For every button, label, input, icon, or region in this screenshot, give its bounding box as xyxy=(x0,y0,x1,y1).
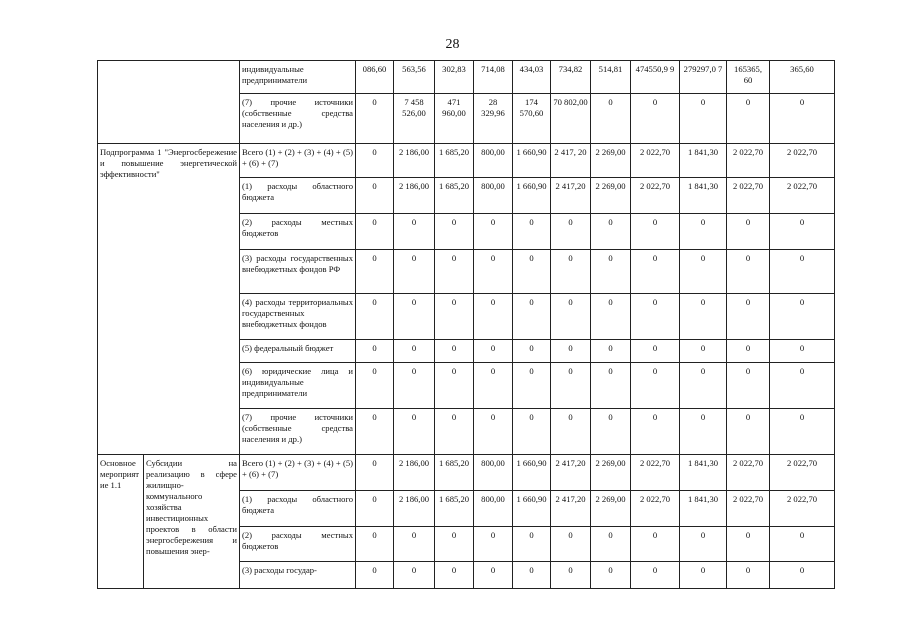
value-cell: 1 841,30 xyxy=(680,455,727,491)
value-cell: 474550,9 9 xyxy=(631,61,680,94)
value-cell: 2 022,70 xyxy=(631,491,680,527)
value-cell: 1 660,90 xyxy=(513,178,551,214)
value-cell: 0 xyxy=(394,409,435,455)
value-cell: 0 xyxy=(631,340,680,363)
value-cell: 0 xyxy=(770,250,835,294)
funding-source-cell: (4) расходы территориальных государственных внебюджетных фондов xyxy=(240,294,356,340)
value-cell: 0 xyxy=(591,409,631,455)
empty-cell xyxy=(98,61,240,144)
value-cell: 0 xyxy=(591,562,631,589)
value-cell: 0 xyxy=(394,294,435,340)
value-cell: 563,56 xyxy=(394,61,435,94)
value-cell: 0 xyxy=(727,214,770,250)
value-cell: 0 xyxy=(356,94,394,144)
value-cell: 0 xyxy=(474,527,513,562)
value-cell: 0 xyxy=(591,214,631,250)
value-cell: 1 841,30 xyxy=(680,491,727,527)
value-cell: 0 xyxy=(474,363,513,409)
value-cell: 0 xyxy=(770,562,835,589)
value-cell: 0 xyxy=(435,340,474,363)
value-cell: 1 685,20 xyxy=(435,178,474,214)
value-cell: 0 xyxy=(394,562,435,589)
value-cell: 2 022,70 xyxy=(727,455,770,491)
budget-table-body xyxy=(98,61,835,589)
value-cell: 0 xyxy=(770,94,835,144)
value-cell: 0 xyxy=(435,294,474,340)
value-cell: 0 xyxy=(591,340,631,363)
value-cell: 0 xyxy=(591,294,631,340)
value-cell: 165365, 60 xyxy=(727,61,770,94)
value-cell: 800,00 xyxy=(474,178,513,214)
value-cell: 0 xyxy=(591,94,631,144)
value-cell: 0 xyxy=(551,409,591,455)
value-cell: 0 xyxy=(356,527,394,562)
value-cell: 0 xyxy=(551,294,591,340)
value-cell: 2 186,00 xyxy=(394,178,435,214)
value-cell: 2 269,00 xyxy=(591,455,631,491)
value-cell: 0 xyxy=(474,294,513,340)
value-cell: 2 022,70 xyxy=(727,491,770,527)
value-cell: 2 022,70 xyxy=(770,144,835,178)
value-cell: 28 329,96 xyxy=(474,94,513,144)
value-cell: 2 269,00 xyxy=(591,178,631,214)
value-cell: 2 022,70 xyxy=(631,178,680,214)
value-cell: 70 802,00 xyxy=(551,94,591,144)
value-cell: 0 xyxy=(727,409,770,455)
value-cell: 2 022,70 xyxy=(631,144,680,178)
value-cell: 0 xyxy=(394,340,435,363)
value-cell: 0 xyxy=(356,455,394,491)
value-cell: 2 417,20 xyxy=(551,178,591,214)
value-cell: 0 xyxy=(770,340,835,363)
measure-code: Основное мероприятие 1.1 xyxy=(98,455,144,589)
value-cell: 0 xyxy=(770,527,835,562)
funding-source-cell: (3) расходы государственных внебюджетных фондов РФ xyxy=(240,250,356,294)
value-cell: 0 xyxy=(474,409,513,455)
value-cell: 2 186,00 xyxy=(394,491,435,527)
value-cell: 2 269,00 xyxy=(591,491,631,527)
value-cell: 279297,0 7 xyxy=(680,61,727,94)
value-cell: 2 269,00 xyxy=(591,144,631,178)
value-cell: 0 xyxy=(435,363,474,409)
value-cell: 0 xyxy=(727,363,770,409)
value-cell: 514,81 xyxy=(591,61,631,94)
value-cell: 0 xyxy=(513,214,551,250)
value-cell: 0 xyxy=(631,562,680,589)
funding-source-cell: Всего (1) + (2) + (3) + (4) + (5) + (6) + (7) xyxy=(240,455,356,491)
table-row xyxy=(98,61,835,94)
value-cell: 0 xyxy=(356,363,394,409)
value-cell: 0 xyxy=(770,294,835,340)
funding-source-cell: (6) юридические лица и индивидуальные предприниматели xyxy=(240,363,356,409)
value-cell: 0 xyxy=(727,94,770,144)
value-cell: 0 xyxy=(680,250,727,294)
value-cell: 0 xyxy=(680,562,727,589)
value-cell: 0 xyxy=(356,144,394,178)
funding-source-cell: (3) расходы государ- xyxy=(240,562,356,589)
value-cell: 0 xyxy=(591,527,631,562)
value-cell: 7 458 526,00 xyxy=(394,94,435,144)
subprogram-label: Подпрограмма 1 "Энергосбережение и повышение энергетической эффективности" xyxy=(98,144,240,455)
value-cell: 0 xyxy=(727,562,770,589)
value-cell: 0 xyxy=(551,340,591,363)
value-cell: 1 685,20 xyxy=(435,455,474,491)
page-number: 28 xyxy=(445,37,460,52)
value-cell: 0 xyxy=(356,562,394,589)
value-cell: 0 xyxy=(551,527,591,562)
value-cell: 0 xyxy=(680,94,727,144)
value-cell: 2 186,00 xyxy=(394,144,435,178)
value-cell: 0 xyxy=(356,491,394,527)
value-cell: 471 960,00 xyxy=(435,94,474,144)
funding-source-cell: индивидуальные предприниматели xyxy=(240,61,356,94)
value-cell: 2 022,70 xyxy=(770,491,835,527)
budget-table xyxy=(97,60,835,589)
funding-source-cell: Всего (1) + (2) + (3) + (4) + (5) + (6) + (7) xyxy=(240,144,356,178)
value-cell: 0 xyxy=(435,562,474,589)
value-cell: 0 xyxy=(551,562,591,589)
value-cell: 2 417, 20 xyxy=(551,144,591,178)
value-cell: 1 685,20 xyxy=(435,144,474,178)
value-cell: 2 022,70 xyxy=(631,455,680,491)
funding-source-cell: (1) расходы областного бюджета xyxy=(240,178,356,214)
value-cell: 0 xyxy=(631,527,680,562)
value-cell: 174 570,60 xyxy=(513,94,551,144)
value-cell: 0 xyxy=(631,214,680,250)
value-cell: 0 xyxy=(474,250,513,294)
funding-source-cell: (7) прочие источники (собственные средства населения и др.) xyxy=(240,409,356,455)
value-cell: 800,00 xyxy=(474,455,513,491)
table-row xyxy=(98,144,835,178)
value-cell: 0 xyxy=(770,409,835,455)
value-cell: 0 xyxy=(356,340,394,363)
value-cell: 0 xyxy=(435,409,474,455)
value-cell: 734,82 xyxy=(551,61,591,94)
value-cell: 0 xyxy=(631,409,680,455)
funding-source-cell: (7) прочие источники (собственные средства населения и др.) xyxy=(240,94,356,144)
value-cell: 0 xyxy=(513,527,551,562)
value-cell: 2 022,70 xyxy=(727,144,770,178)
value-cell: 0 xyxy=(356,214,394,250)
value-cell: 0 xyxy=(513,250,551,294)
value-cell: 0 xyxy=(631,250,680,294)
value-cell: 0 xyxy=(770,363,835,409)
value-cell: 1 660,90 xyxy=(513,144,551,178)
value-cell: 1 841,30 xyxy=(680,144,727,178)
value-cell: 0 xyxy=(680,294,727,340)
value-cell: 0 xyxy=(474,340,513,363)
value-cell: 2 417,20 xyxy=(551,455,591,491)
value-cell: 0 xyxy=(727,527,770,562)
value-cell: 2 022,70 xyxy=(770,455,835,491)
value-cell: 800,00 xyxy=(474,491,513,527)
value-cell: 1 841,30 xyxy=(680,178,727,214)
value-cell: 0 xyxy=(551,363,591,409)
value-cell: 0 xyxy=(394,363,435,409)
value-cell: 0 xyxy=(631,363,680,409)
value-cell: 800,00 xyxy=(474,144,513,178)
value-cell: 0 xyxy=(356,250,394,294)
value-cell: 0 xyxy=(770,214,835,250)
value-cell: 0 xyxy=(513,340,551,363)
value-cell: 0 xyxy=(435,214,474,250)
funding-source-cell: (5) федеральный бюджет xyxy=(240,340,356,363)
value-cell: 2 417,20 xyxy=(551,491,591,527)
value-cell: 086,60 xyxy=(356,61,394,94)
value-cell: 0 xyxy=(513,363,551,409)
value-cell: 0 xyxy=(513,294,551,340)
value-cell: 1 660,90 xyxy=(513,491,551,527)
value-cell: 0 xyxy=(513,562,551,589)
value-cell: 0 xyxy=(680,363,727,409)
value-cell: 0 xyxy=(727,340,770,363)
value-cell: 0 xyxy=(551,214,591,250)
value-cell: 0 xyxy=(680,527,727,562)
value-cell: 0 xyxy=(394,250,435,294)
value-cell: 0 xyxy=(631,94,680,144)
value-cell: 2 022,70 xyxy=(727,178,770,214)
value-cell: 0 xyxy=(435,527,474,562)
value-cell: 0 xyxy=(435,250,474,294)
value-cell: 0 xyxy=(356,409,394,455)
value-cell: 0 xyxy=(356,178,394,214)
value-cell: 0 xyxy=(394,527,435,562)
value-cell: 302,83 xyxy=(435,61,474,94)
value-cell: 365,60 xyxy=(770,61,835,94)
value-cell: 0 xyxy=(591,363,631,409)
value-cell: 0 xyxy=(727,294,770,340)
value-cell: 1 660,90 xyxy=(513,455,551,491)
funding-source-cell: (2) расходы местных бюджетов xyxy=(240,527,356,562)
value-cell: 0 xyxy=(680,409,727,455)
value-cell: 0 xyxy=(727,250,770,294)
value-cell: 1 685,20 xyxy=(435,491,474,527)
value-cell: 0 xyxy=(680,214,727,250)
value-cell: 0 xyxy=(591,250,631,294)
value-cell: 0 xyxy=(474,214,513,250)
funding-source-cell: (2) расходы местных бюджетов xyxy=(240,214,356,250)
value-cell: 714,08 xyxy=(474,61,513,94)
value-cell: 0 xyxy=(631,294,680,340)
value-cell: 0 xyxy=(551,250,591,294)
value-cell: 0 xyxy=(474,562,513,589)
value-cell: 0 xyxy=(513,409,551,455)
value-cell: 0 xyxy=(394,214,435,250)
value-cell: 0 xyxy=(680,340,727,363)
value-cell: 2 186,00 xyxy=(394,455,435,491)
value-cell: 434,03 xyxy=(513,61,551,94)
value-cell: 2 022,70 xyxy=(770,178,835,214)
value-cell: 0 xyxy=(356,294,394,340)
measure-name: Субсидии на реализацию в сфере жилищно-коммунального хозяйства инвестиционных проектов в области энергосбережения и повышения энер- xyxy=(144,455,240,589)
funding-source-cell: (1) расходы областного бюджета xyxy=(240,491,356,527)
table-row xyxy=(98,455,835,491)
